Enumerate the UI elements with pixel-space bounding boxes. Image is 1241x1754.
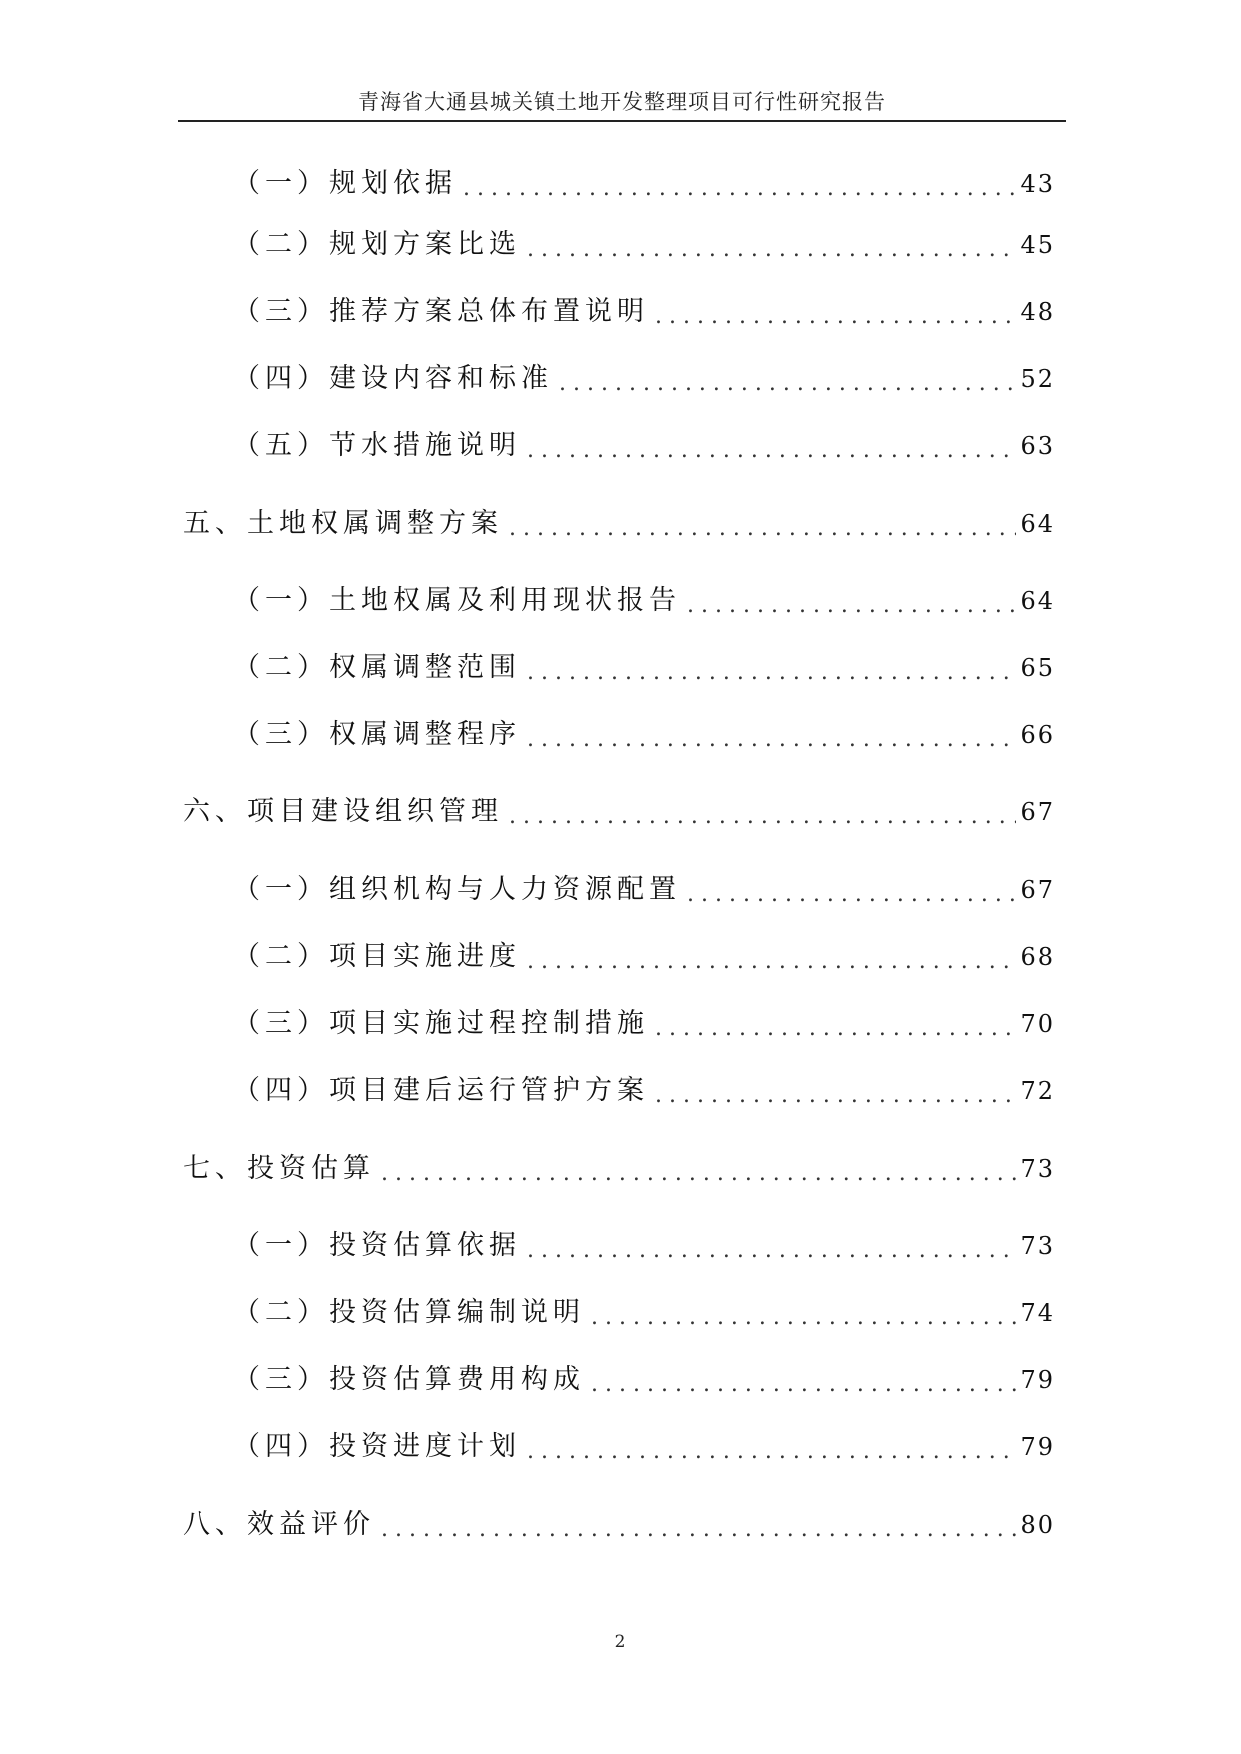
toc-entry-page: 64 [1020, 587, 1055, 615]
toc-entry[interactable] [233, 1226, 1055, 1266]
toc-entry-title: （一）组织机构与人力资源配置 [233, 874, 681, 905]
toc-entry-page: 74 [1020, 1299, 1055, 1327]
toc-entry-page: 72 [1020, 1077, 1055, 1105]
toc-entry-page: 70 [1020, 1010, 1055, 1038]
toc-entry-title: （四）建设内容和标准 [233, 363, 553, 394]
toc-entry[interactable] [233, 426, 1055, 466]
toc-dot-leader [655, 1004, 1016, 1044]
toc-entry-title: （四）投资进度计划 [233, 1431, 521, 1462]
toc-dot-leader [655, 1071, 1016, 1111]
toc-entry-page: 64 [1020, 510, 1055, 538]
toc-entry-page: 52 [1020, 365, 1055, 393]
toc-entry[interactable] [183, 1149, 1055, 1189]
toc-dot-leader [591, 1360, 1016, 1400]
toc-entry-page: 65 [1020, 654, 1055, 682]
toc-entry-page: 73 [1020, 1232, 1055, 1260]
toc-entry[interactable] [233, 937, 1055, 977]
toc-dot-leader [509, 504, 1016, 544]
toc-dot-leader [687, 581, 1016, 621]
toc-entry[interactable] [233, 292, 1055, 332]
toc-entry-title: （三）投资估算费用构成 [233, 1364, 585, 1395]
toc-entry-title: （三）权属调整程序 [233, 719, 521, 750]
toc-entry-title: （三）项目实施过程控制措施 [233, 1008, 649, 1039]
toc-entry-page: 79 [1020, 1433, 1055, 1461]
toc-dot-leader [509, 792, 1016, 832]
toc-entry-page: 63 [1020, 432, 1055, 460]
toc-entry-page: 80 [1020, 1511, 1055, 1539]
toc-dot-leader [463, 164, 1016, 204]
toc-entry[interactable] [233, 1293, 1055, 1333]
toc-entry-title: 八、效益评价 [183, 1509, 375, 1540]
toc-entry-page: 67 [1020, 798, 1055, 826]
toc-entry[interactable] [233, 870, 1055, 910]
toc-entry-page: 43 [1020, 170, 1055, 198]
toc-entry-title: （一）投资估算依据 [233, 1230, 521, 1261]
toc-dot-leader [527, 1226, 1016, 1266]
toc-entry[interactable] [233, 225, 1055, 265]
toc-entry[interactable] [233, 359, 1055, 399]
toc-entry-title: （五）节水措施说明 [233, 430, 521, 461]
toc-entry[interactable] [183, 1505, 1055, 1545]
toc-dot-leader [527, 937, 1016, 977]
toc-dot-leader [591, 1293, 1016, 1333]
toc-entry[interactable] [233, 1004, 1055, 1044]
toc-dot-leader [559, 359, 1016, 399]
toc-dot-leader [527, 1427, 1016, 1467]
toc-entry-title: （一）规划依据 [233, 168, 457, 199]
toc-dot-leader [527, 426, 1016, 466]
toc-dot-leader [381, 1505, 1016, 1545]
toc-entry-page: 68 [1020, 943, 1055, 971]
toc-entry-title: （二）项目实施进度 [233, 941, 521, 972]
toc-entry-title: （四）项目建后运行管护方案 [233, 1075, 649, 1106]
toc-entry[interactable] [233, 1427, 1055, 1467]
toc-entry[interactable] [233, 581, 1055, 621]
toc-dot-leader [655, 292, 1016, 332]
toc-entry-page: 67 [1020, 876, 1055, 904]
toc-dot-leader [687, 870, 1016, 910]
toc-entry[interactable] [183, 504, 1055, 544]
toc-entry[interactable] [233, 648, 1055, 688]
toc-entry-page: 45 [1020, 231, 1055, 259]
toc-entry[interactable] [233, 1071, 1055, 1111]
toc-entry[interactable] [183, 792, 1055, 832]
toc-entry-page: 73 [1020, 1155, 1055, 1183]
toc-entry-title: 六、项目建设组织管理 [183, 796, 503, 827]
toc-dot-leader [527, 715, 1016, 755]
toc-dot-leader [527, 648, 1016, 688]
toc-entry-title: （一）土地权属及利用现状报告 [233, 585, 681, 616]
toc-dot-leader [527, 225, 1016, 265]
toc-entry[interactable] [233, 164, 1055, 204]
toc-entry-title: （二）规划方案比选 [233, 229, 521, 260]
toc-entry-title: 七、投资估算 [183, 1153, 375, 1184]
toc-entry-page: 66 [1020, 721, 1055, 749]
toc-entry[interactable] [233, 1360, 1055, 1400]
toc-entry[interactable] [233, 715, 1055, 755]
toc-entry-page: 79 [1020, 1366, 1055, 1394]
toc-entry-title: （二）权属调整范围 [233, 652, 521, 683]
toc-dot-leader [381, 1149, 1016, 1189]
toc-entry-page: 48 [1020, 298, 1055, 326]
page-number: 2 [614, 1632, 626, 1652]
toc-entry-title: 五、土地权属调整方案 [183, 508, 503, 539]
toc-entry-title: （二）投资估算编制说明 [233, 1297, 585, 1328]
running-header: 青海省大通县城关镇土地开发整理项目可行性研究报告 [358, 90, 886, 114]
toc-entry-title: （三）推荐方案总体布置说明 [233, 296, 649, 327]
